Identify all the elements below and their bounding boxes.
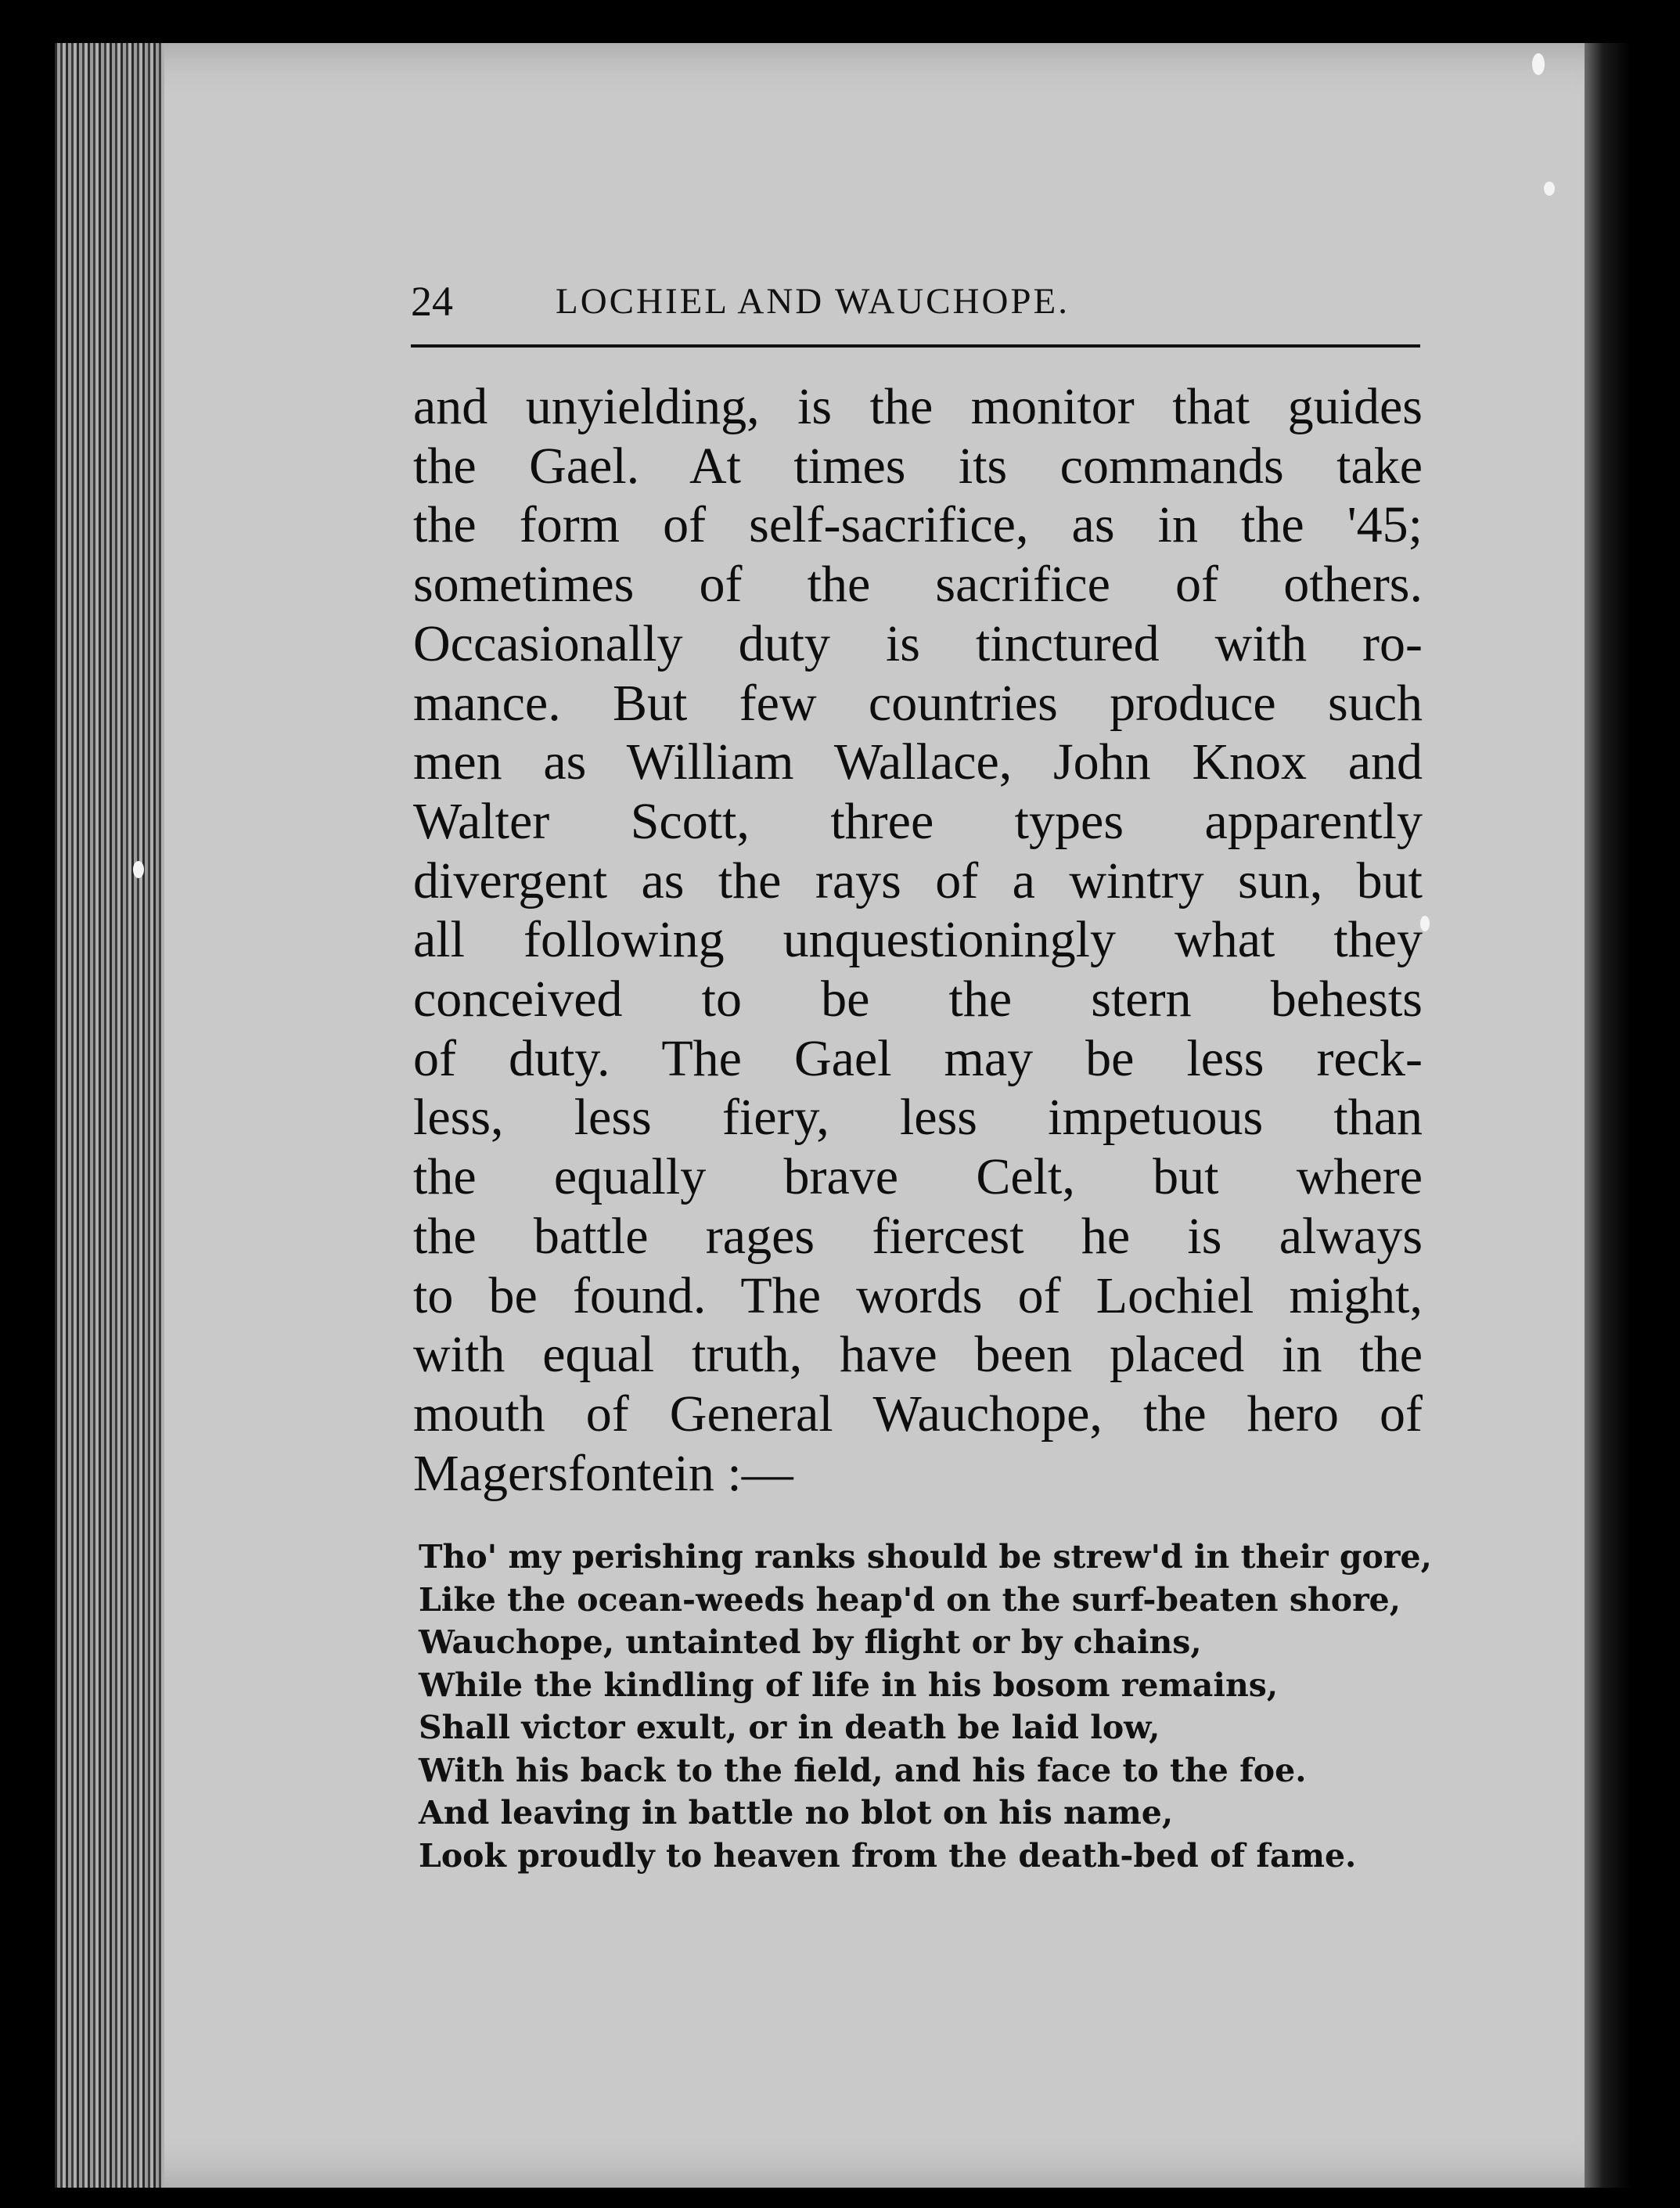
verse-line: Shall victor exult, or in death be laid low, bbox=[419, 1709, 1160, 1746]
text-line: sometimes of the sacrifice of others. bbox=[413, 556, 1423, 614]
text-line: all following unquestioningly what they bbox=[413, 911, 1423, 969]
verse-line: Tho' my perishing ranks should be strew'd in their gore, bbox=[419, 1538, 1432, 1576]
text-line: mouth of General Wauchope, the hero of bbox=[413, 1385, 1423, 1443]
verse-line: Wauchope, untainted by flight or by chains, bbox=[419, 1623, 1202, 1661]
text-line: and unyielding, is the monitor that guides bbox=[413, 378, 1423, 435]
verse-line: While the kindling of life in his bosom remains, bbox=[419, 1666, 1279, 1704]
text-line: the Gael. At times its commands take bbox=[413, 437, 1423, 495]
header-rule bbox=[411, 344, 1420, 348]
dust-speck bbox=[1532, 53, 1545, 75]
text-line: the form of self-sacrifice, as in the '45; bbox=[413, 496, 1423, 554]
verse-line: Like the ocean-weeds heap'd on the surf-beaten shore, bbox=[419, 1580, 1401, 1619]
text-line: Occasionally duty is tinctured with ro- bbox=[413, 614, 1423, 672]
text-line: the equally brave Celt, but where bbox=[413, 1148, 1423, 1206]
page-header bbox=[411, 270, 1420, 333]
text-line: of duty. The Gael may be less reck- bbox=[413, 1029, 1423, 1087]
text-line: less, less fiery, less impetuous than bbox=[413, 1089, 1423, 1147]
binding-shadow bbox=[1585, 43, 1631, 2188]
text-line: with equal truth, have been placed in the bbox=[413, 1326, 1423, 1384]
verse-line: With his back to the field, and his face to the foe. bbox=[419, 1751, 1307, 1789]
verse-line: Look proudly to heaven from the death-bed of fame. bbox=[419, 1836, 1357, 1875]
body-paragraph bbox=[413, 377, 1423, 1503]
text-line: Walter Scott, three types apparently bbox=[413, 792, 1423, 850]
verse-quotation bbox=[419, 1536, 1436, 1877]
text-line: to be found. The words of Lochiel might, bbox=[413, 1266, 1423, 1324]
text-line: mance. But few countries produce such bbox=[413, 674, 1423, 732]
running-title: LOCHIEL AND WAUCHOPE. bbox=[556, 281, 1070, 322]
text-line: conceived to be the stern behests bbox=[413, 971, 1423, 1028]
dust-speck bbox=[133, 861, 144, 878]
text-line: the battle rages fiercest he is always bbox=[413, 1207, 1423, 1265]
text-line: Magersfontein :— bbox=[413, 1444, 793, 1502]
text-line: men as William Wallace, John Knox and bbox=[413, 733, 1423, 791]
text-line: divergent as the rays of a wintry sun, but bbox=[413, 852, 1423, 909]
dust-speck bbox=[1544, 182, 1555, 196]
page-number: 24 bbox=[411, 278, 453, 325]
page-edge-shading bbox=[55, 43, 164, 2188]
verse-line: And leaving in battle no blot on his name, bbox=[419, 1794, 1174, 1832]
